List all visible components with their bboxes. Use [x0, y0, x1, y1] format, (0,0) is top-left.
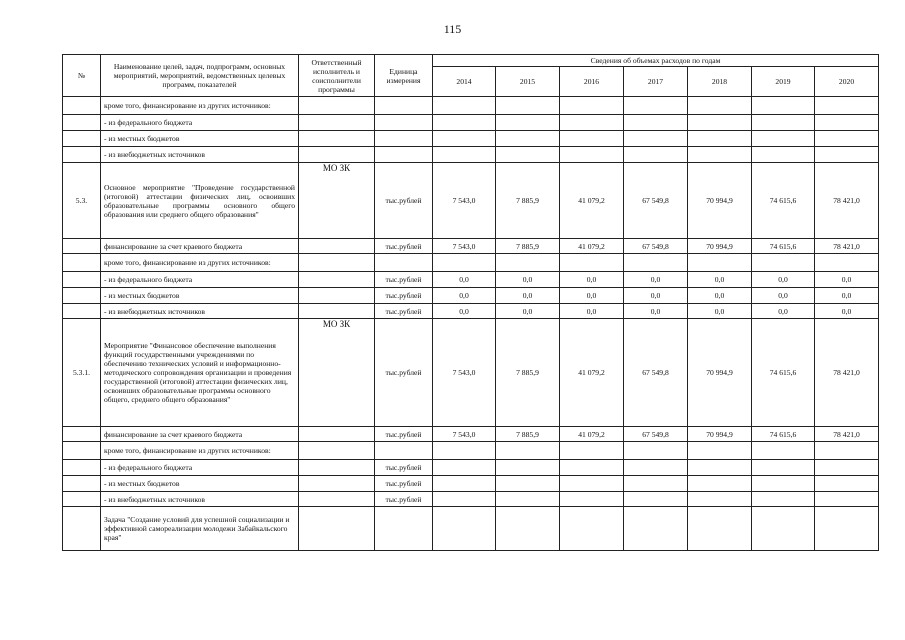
row-value	[752, 460, 815, 476]
row-number	[63, 442, 101, 460]
row-value	[496, 97, 560, 115]
row-value: 0,0	[688, 272, 752, 288]
row-number	[63, 427, 101, 442]
row-value: 41 079,2	[560, 163, 624, 239]
table-row	[63, 147, 879, 163]
row-responsible	[299, 427, 375, 442]
row-unit	[375, 97, 433, 115]
row-name: Мероприятие "Финансовое обеспечение выполнения функций государственными учреждениями по обеспечению технических условий и информационно-методического сопровождения организации и проведения государственной (итоговой) аттестации физических лиц, освоивших образовательные программы основного общего, среднего общего образования"	[101, 319, 299, 427]
row-responsible	[299, 147, 375, 163]
row-value	[815, 115, 879, 131]
row-unit: тыс.рублей	[375, 492, 433, 507]
row-value: 67 549,8	[624, 427, 688, 442]
row-name: - из местных бюджетов	[101, 131, 299, 147]
row-value	[624, 131, 688, 147]
row-value	[624, 507, 688, 551]
row-value: 0,0	[752, 304, 815, 319]
row-value	[624, 442, 688, 460]
row-number	[63, 304, 101, 319]
row-value: 0,0	[752, 288, 815, 304]
row-value	[688, 476, 752, 492]
row-value	[815, 147, 879, 163]
row-value: 78 421,0	[815, 163, 879, 239]
row-value: 41 079,2	[560, 239, 624, 254]
row-value	[433, 147, 496, 163]
row-value	[496, 147, 560, 163]
row-value	[624, 254, 688, 272]
table-row	[63, 131, 879, 147]
table-row	[63, 476, 879, 492]
row-value	[560, 115, 624, 131]
row-name: - из федерального бюджета	[101, 115, 299, 131]
table-row	[63, 427, 879, 442]
row-number	[63, 131, 101, 147]
row-value	[624, 97, 688, 115]
row-value: 0,0	[752, 272, 815, 288]
row-value	[433, 254, 496, 272]
row-value	[496, 460, 560, 476]
row-value: 7 885,9	[496, 427, 560, 442]
row-value	[752, 147, 815, 163]
row-value: 74 615,6	[752, 163, 815, 239]
table-body	[63, 97, 879, 551]
row-value	[815, 131, 879, 147]
row-unit: тыс.рублей	[375, 272, 433, 288]
row-value	[815, 492, 879, 507]
row-name: - из местных бюджетов	[101, 476, 299, 492]
row-unit: тыс.рублей	[375, 304, 433, 319]
row-value: 67 549,8	[624, 319, 688, 427]
row-unit: тыс.рублей	[375, 319, 433, 427]
row-value	[496, 131, 560, 147]
row-value: 0,0	[560, 288, 624, 304]
row-value: 0,0	[688, 304, 752, 319]
row-unit: тыс.рублей	[375, 163, 433, 239]
row-value	[433, 115, 496, 131]
header-row-1	[63, 55, 879, 67]
row-value: 7 543,0	[433, 239, 496, 254]
row-value	[688, 254, 752, 272]
row-value: 70 994,9	[688, 319, 752, 427]
table-row	[63, 460, 879, 476]
row-value: 41 079,2	[560, 427, 624, 442]
header-year: 2014	[433, 67, 496, 97]
row-value	[496, 492, 560, 507]
row-value: 74 615,6	[752, 319, 815, 427]
row-unit	[375, 442, 433, 460]
row-value	[560, 442, 624, 460]
row-number	[63, 460, 101, 476]
row-value	[688, 131, 752, 147]
header-unit: Единица измерения	[375, 55, 433, 97]
row-responsible	[299, 492, 375, 507]
row-value	[560, 507, 624, 551]
row-value	[624, 492, 688, 507]
row-value: 0,0	[815, 288, 879, 304]
row-responsible: МО ЗК	[299, 163, 375, 239]
header-year: 2017	[624, 67, 688, 97]
row-name: кроме того, финансирование из других источников:	[101, 254, 299, 272]
row-name: - из внебюджетных источников	[101, 147, 299, 163]
row-value	[752, 442, 815, 460]
row-value	[688, 507, 752, 551]
row-value	[560, 460, 624, 476]
table-row	[63, 442, 879, 460]
row-value	[496, 254, 560, 272]
header-year: 2016	[560, 67, 624, 97]
row-responsible	[299, 254, 375, 272]
header-year: 2019	[752, 67, 815, 97]
row-value	[560, 254, 624, 272]
row-value: 0,0	[433, 288, 496, 304]
row-value	[560, 97, 624, 115]
row-value	[433, 97, 496, 115]
table-row	[63, 97, 879, 115]
row-value	[688, 492, 752, 507]
row-unit: тыс.рублей	[375, 460, 433, 476]
row-value	[688, 147, 752, 163]
row-name: финансирование за счет краевого бюджета	[101, 239, 299, 254]
row-name: - из местных бюджетов	[101, 288, 299, 304]
row-unit: тыс.рублей	[375, 476, 433, 492]
row-value	[752, 254, 815, 272]
row-value: 0,0	[624, 304, 688, 319]
row-number	[63, 288, 101, 304]
header-name: Наименование целей, задач, подпрограмм, основных мероприятий, мероприятий, ведомственных целевых программ, показателей	[101, 55, 299, 97]
row-value	[624, 147, 688, 163]
row-value: 74 615,6	[752, 427, 815, 442]
row-value	[433, 507, 496, 551]
row-value	[752, 507, 815, 551]
table-row	[63, 507, 879, 551]
row-value	[752, 492, 815, 507]
row-value: 0,0	[815, 272, 879, 288]
row-value	[752, 476, 815, 492]
row-value	[688, 115, 752, 131]
row-value: 0,0	[496, 288, 560, 304]
row-number	[63, 254, 101, 272]
row-value	[496, 115, 560, 131]
table-row	[63, 239, 879, 254]
row-unit: тыс.рублей	[375, 427, 433, 442]
row-value: 7 885,9	[496, 319, 560, 427]
row-unit	[375, 254, 433, 272]
row-value	[496, 476, 560, 492]
row-value	[815, 442, 879, 460]
row-value: 7 885,9	[496, 239, 560, 254]
table-row	[63, 319, 879, 427]
row-responsible: МО ЗК	[299, 319, 375, 427]
row-value	[560, 476, 624, 492]
row-name: - из федерального бюджета	[101, 460, 299, 476]
row-number	[63, 476, 101, 492]
row-unit	[375, 507, 433, 551]
expense-table	[62, 54, 879, 551]
row-number	[63, 115, 101, 131]
row-value: 0,0	[560, 272, 624, 288]
row-responsible	[299, 442, 375, 460]
row-name: - из федерального бюджета	[101, 272, 299, 288]
row-value	[560, 131, 624, 147]
row-value	[624, 460, 688, 476]
row-value: 0,0	[496, 304, 560, 319]
row-value: 74 615,6	[752, 239, 815, 254]
row-name: Задача "Создание условий для успешной социализации и эффективной самореализации молодежи Забайкальского края"	[101, 507, 299, 551]
table-row	[63, 492, 879, 507]
row-unit	[375, 131, 433, 147]
row-value: 70 994,9	[688, 427, 752, 442]
header-year: 2020	[815, 67, 879, 97]
row-value: 78 421,0	[815, 427, 879, 442]
row-responsible	[299, 288, 375, 304]
row-name: - из внебюджетных источников	[101, 492, 299, 507]
page-number: 115	[443, 22, 462, 36]
row-value	[560, 492, 624, 507]
row-value: 70 994,9	[688, 239, 752, 254]
row-value: 0,0	[433, 304, 496, 319]
row-responsible	[299, 476, 375, 492]
row-name: кроме того, финансирование из других источников:	[101, 97, 299, 115]
row-value: 78 421,0	[815, 239, 879, 254]
row-number	[63, 147, 101, 163]
row-value: 0,0	[496, 272, 560, 288]
row-responsible	[299, 131, 375, 147]
row-value	[752, 115, 815, 131]
row-value	[688, 460, 752, 476]
table-row	[63, 304, 879, 319]
row-responsible	[299, 239, 375, 254]
row-value: 0,0	[433, 272, 496, 288]
row-number	[63, 507, 101, 551]
row-number: 5.3.1.	[63, 319, 101, 427]
row-unit: тыс.рублей	[375, 288, 433, 304]
row-name: - из внебюджетных источников	[101, 304, 299, 319]
row-unit: тыс.рублей	[375, 239, 433, 254]
table-row	[63, 272, 879, 288]
row-value: 0,0	[624, 272, 688, 288]
row-value	[815, 507, 879, 551]
row-value	[752, 97, 815, 115]
row-value	[752, 131, 815, 147]
row-value	[815, 97, 879, 115]
row-unit	[375, 115, 433, 131]
row-value	[815, 476, 879, 492]
row-value: 67 549,8	[624, 163, 688, 239]
row-value: 41 079,2	[560, 319, 624, 427]
row-value: 70 994,9	[688, 163, 752, 239]
row-value: 7 543,0	[433, 163, 496, 239]
row-value	[688, 442, 752, 460]
header-expenses: Сведения об объемах расходов по годам	[433, 55, 879, 67]
row-value: 0,0	[560, 304, 624, 319]
row-responsible	[299, 507, 375, 551]
row-responsible	[299, 272, 375, 288]
row-value: 7 543,0	[433, 319, 496, 427]
table-row	[63, 254, 879, 272]
row-value	[433, 476, 496, 492]
row-number	[63, 239, 101, 254]
row-value: 7 543,0	[433, 427, 496, 442]
header-year: 2015	[496, 67, 560, 97]
row-value: 0,0	[688, 288, 752, 304]
row-unit	[375, 147, 433, 163]
row-name: финансирование за счет краевого бюджета	[101, 427, 299, 442]
row-value	[624, 115, 688, 131]
row-value	[815, 460, 879, 476]
row-name: Основное мероприятие "Проведение государственной (итоговой) аттестации физических лиц, освоивших образовательные программы основного общего образования или среднего общего образования"	[101, 163, 299, 239]
row-number: 5.3.	[63, 163, 101, 239]
row-value	[433, 131, 496, 147]
row-responsible	[299, 115, 375, 131]
header-year: 2018	[688, 67, 752, 97]
table-row	[63, 115, 879, 131]
row-value: 7 885,9	[496, 163, 560, 239]
row-value	[496, 442, 560, 460]
header-no: №	[63, 55, 101, 97]
row-value: 78 421,0	[815, 319, 879, 427]
row-responsible	[299, 97, 375, 115]
row-value	[560, 147, 624, 163]
row-value	[433, 460, 496, 476]
row-value: 0,0	[624, 288, 688, 304]
row-responsible	[299, 460, 375, 476]
row-value	[496, 507, 560, 551]
row-responsible	[299, 304, 375, 319]
table-row	[63, 163, 879, 239]
header-responsible: Ответственный исполнитель и соисполнители программы	[299, 55, 375, 97]
row-value: 0,0	[815, 304, 879, 319]
table-row	[63, 288, 879, 304]
row-value	[433, 492, 496, 507]
row-name: кроме того, финансирование из других источников:	[101, 442, 299, 460]
row-number	[63, 272, 101, 288]
row-value: 67 549,8	[624, 239, 688, 254]
row-value	[433, 442, 496, 460]
row-number	[63, 97, 101, 115]
row-value	[624, 476, 688, 492]
row-value	[688, 97, 752, 115]
row-number	[63, 492, 101, 507]
row-value	[815, 254, 879, 272]
